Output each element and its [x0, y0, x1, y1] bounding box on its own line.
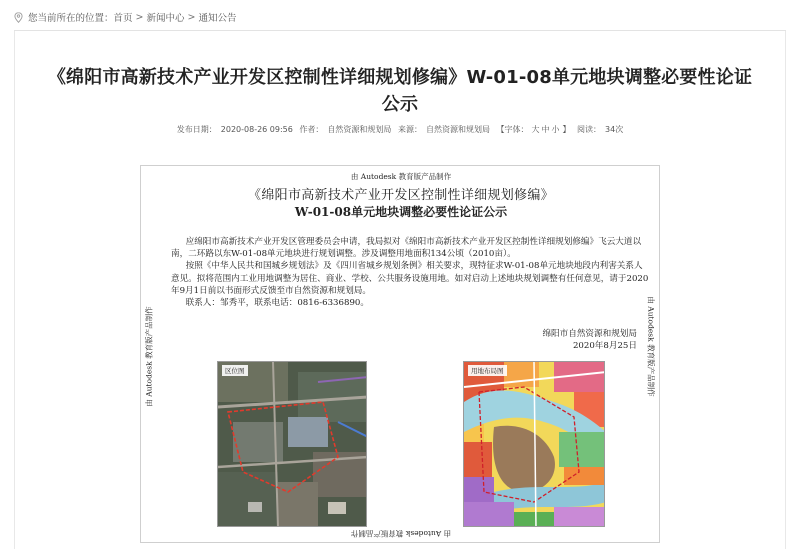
location-map: [217, 361, 367, 527]
breadcrumb-home-link[interactable]: 首页: [113, 13, 133, 24]
article-meta: [0, 124, 800, 135]
author: 自然资源和规划局: [327, 125, 392, 134]
font-size-label-close: 】: [562, 125, 571, 134]
article-title-line2: 公示: [381, 94, 419, 115]
location-map-label: 区位图: [222, 365, 248, 376]
author-label: 作者：: [299, 125, 324, 134]
watermark-left: 由 Autodesk 教育版产品制作: [144, 306, 154, 407]
notice-body: [171, 236, 649, 309]
notice-paragraph: 应绵阳市高新技术产业开发区管理委员会申请，我局拟对《绵阳市高新技术产业开发区控制性详细规划修编》飞云大道以南，二环路以东W-01-08单元地块进行规划调整。涉及调整用地面积134公顷（2010亩）。: [171, 237, 642, 260]
font-medium-button[interactable]: 中: [541, 125, 550, 134]
publish-date-label: 发布日期：: [176, 125, 217, 134]
notice-subtitle: W-01-08单元地块调整必要性论证公示: [294, 205, 508, 219]
notice-contact: 联系人：邹秀平，联系电话：0816-6336890。: [185, 298, 369, 309]
land-use-map-label: 用地布局图: [468, 365, 507, 376]
breadcrumb-prefix: 您当前所在的位置：: [28, 13, 114, 24]
source: 自然资源和规划局: [425, 125, 490, 134]
source-label: 来源：: [397, 125, 422, 134]
breadcrumb-notices-link[interactable]: 通知公告: [198, 13, 237, 24]
land-use-map: [463, 361, 605, 527]
signature-date: 2020年8月25日: [572, 341, 637, 352]
notice-image: [140, 165, 660, 543]
breadcrumb-separator: >: [135, 11, 144, 23]
article-title-line1: 《绵阳市高新技术产业开发区控制性详细规划修编》W-01-08单元地块调整必要性论证: [47, 67, 753, 88]
article-title: [40, 64, 760, 118]
font-large-button[interactable]: 大: [531, 125, 540, 134]
notice-paragraph: 按照《中华人民共和国城乡规划法》及《四川省城乡规划条例》相关要求，现特征求W-01-08单元地块地段内利害关系人意见。拟将范围内工业用地调整为居住、商业、学校、公共服务设施用地。如对启动上述地块规划调整有任何意见，请于2020年9月1日前以书面形式反馈至市自然资源和规划局。: [171, 261, 649, 296]
notice-signature: [542, 328, 637, 352]
satellite-image: [218, 362, 367, 527]
watermark-bottom: 由 Autodesk 教育版产品制作: [350, 529, 452, 538]
views-label: 阅读：: [577, 125, 602, 134]
watermark-top: 由 Autodesk 教育版产品制作: [350, 172, 452, 181]
watermark-right: 由 Autodesk 教育版产品制作: [646, 296, 656, 397]
signature-org: 绵阳市自然资源和规划局: [542, 329, 637, 339]
breadcrumb: [14, 6, 786, 28]
breadcrumb-news-link[interactable]: 新闻中心: [146, 13, 185, 24]
notice-title: 《绵阳市高新技术产业开发区控制性详细规划修编》: [248, 188, 554, 203]
font-small-button[interactable]: 小: [551, 125, 560, 134]
font-size-label: 【字体：: [496, 125, 529, 134]
location-pin-icon: [14, 12, 23, 23]
publish-date: 2020-08-26 09:56: [220, 125, 293, 134]
breadcrumb-separator: >: [187, 11, 196, 23]
view-count: 34次: [605, 125, 624, 134]
land-use-plan-image: [464, 362, 605, 527]
